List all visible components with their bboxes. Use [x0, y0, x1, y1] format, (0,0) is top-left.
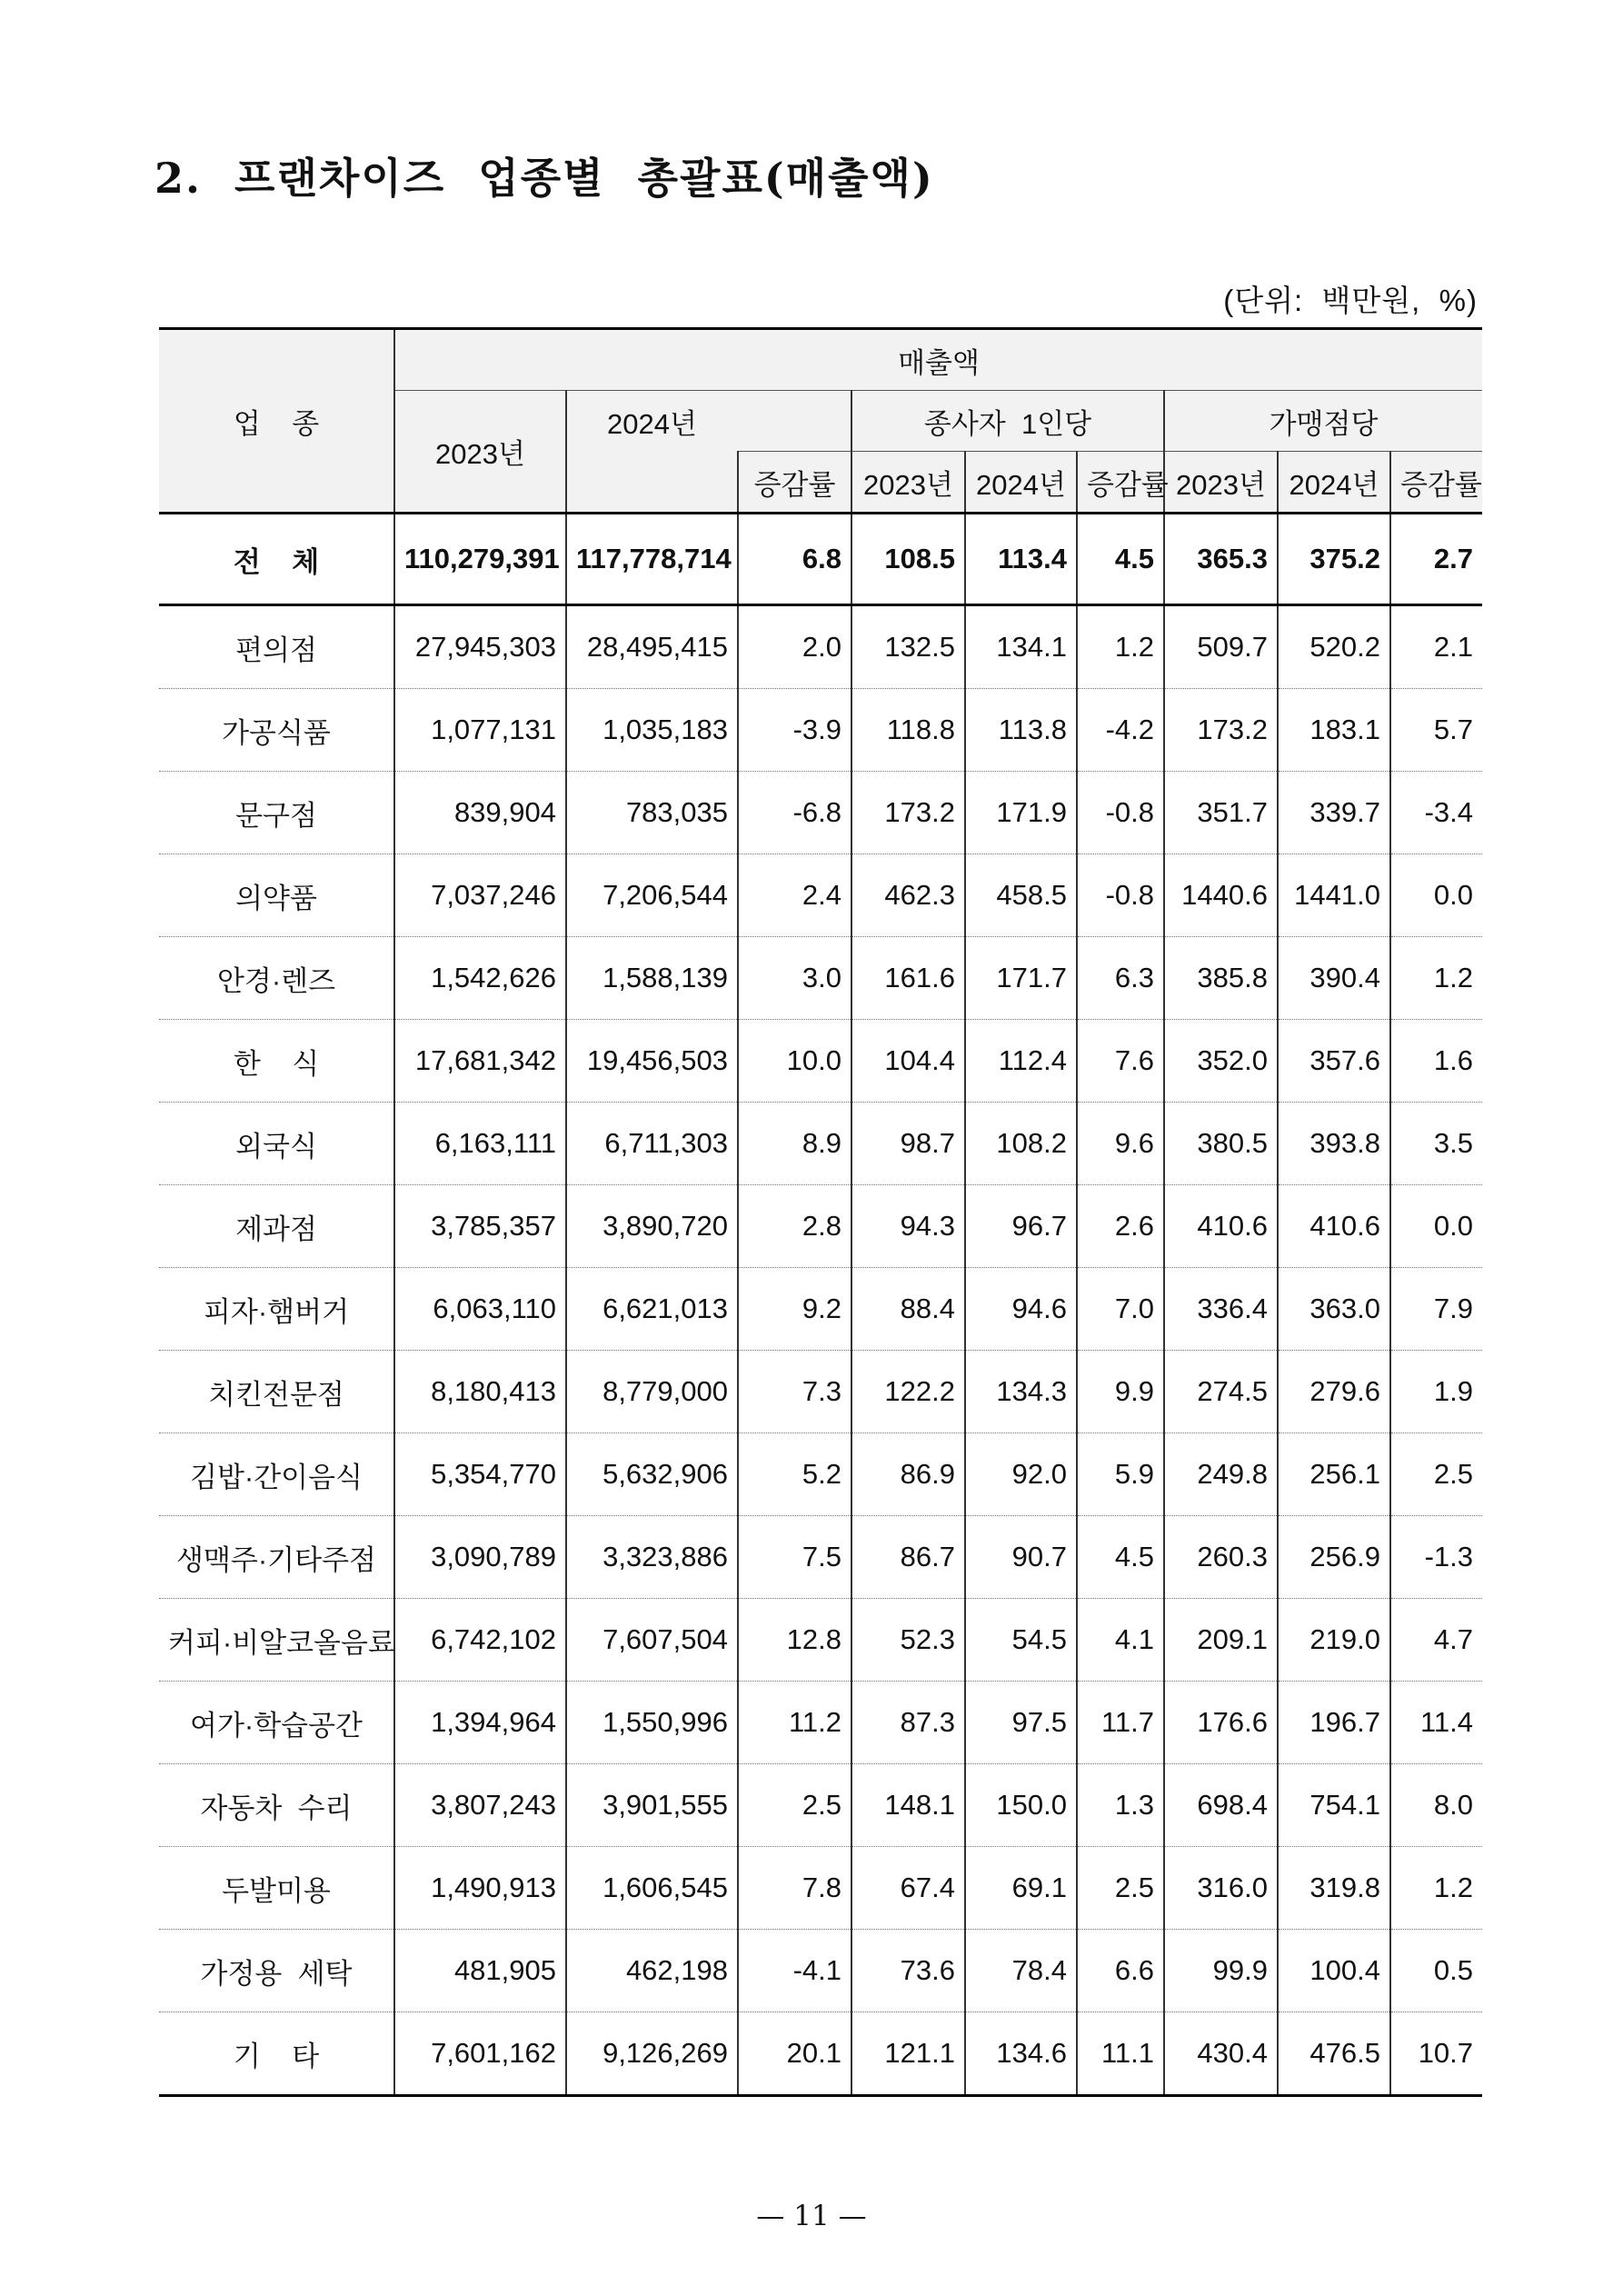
- cell: 2.7: [1390, 514, 1482, 605]
- cell: 2.0: [738, 605, 851, 689]
- cell: 3.5: [1390, 1103, 1482, 1185]
- cell: 7,206,544: [566, 854, 738, 937]
- cell: 2.5: [1077, 1847, 1164, 1930]
- cell: 176.6: [1164, 1682, 1278, 1764]
- cell: 9.9: [1077, 1351, 1164, 1433]
- cell: 113.8: [965, 689, 1077, 772]
- cell: 11.7: [1077, 1682, 1164, 1764]
- cell: 122.2: [851, 1351, 965, 1433]
- cell: 108.5: [851, 514, 965, 605]
- row-label: 피자·햄버거: [159, 1268, 394, 1351]
- header-blank: [738, 391, 851, 452]
- cell: 219.0: [1278, 1599, 1390, 1682]
- cell: 7.5: [738, 1516, 851, 1599]
- row-label: 김밥·간이음식: [159, 1433, 394, 1516]
- cell: 357.6: [1278, 1020, 1390, 1103]
- cell: 352.0: [1164, 1020, 1278, 1103]
- cell: 1.6: [1390, 1020, 1482, 1103]
- cell: 256.1: [1278, 1433, 1390, 1516]
- cell: 4.5: [1077, 1516, 1164, 1599]
- row-label: 커피·비알코올음료: [159, 1599, 394, 1682]
- cell: 1,588,139: [566, 937, 738, 1020]
- cell: 196.7: [1278, 1682, 1390, 1764]
- cell: 336.4: [1164, 1268, 1278, 1351]
- header-emp-2024: 2024년: [965, 452, 1077, 514]
- cell: 375.2: [1278, 514, 1390, 605]
- cell: 134.1: [965, 605, 1077, 689]
- cell: 92.0: [965, 1433, 1077, 1516]
- header-2024: 2024년: [566, 391, 738, 452]
- cell: 90.7: [965, 1516, 1077, 1599]
- row-label: 가정용 세탁: [159, 1930, 394, 2012]
- cell: 7,607,504: [566, 1599, 738, 1682]
- cell: 7.6: [1077, 1020, 1164, 1103]
- header-per-employee: 종사자 1인당: [851, 391, 1164, 452]
- table-row: [159, 1351, 1482, 1433]
- row-label: 여가·학습공간: [159, 1682, 394, 1764]
- cell: 2.4: [738, 854, 851, 937]
- cell: 1,550,996: [566, 1682, 738, 1764]
- cell: 2.5: [1390, 1433, 1482, 1516]
- cell: 4.5: [1077, 514, 1164, 605]
- cell: 458.5: [965, 854, 1077, 937]
- cell: 6.3: [1077, 937, 1164, 1020]
- cell: 430.4: [1164, 2012, 1278, 2096]
- page-number: — 11 —: [756, 2200, 867, 2232]
- cell: 8.9: [738, 1103, 851, 1185]
- cell: 52.3: [851, 1599, 965, 1682]
- cell: 19,456,503: [566, 1020, 738, 1103]
- header-emp-change: 증감률: [1077, 452, 1164, 514]
- cell: 385.8: [1164, 937, 1278, 1020]
- cell: 476.5: [1278, 2012, 1390, 2096]
- cell: 1,035,183: [566, 689, 738, 772]
- cell: -3.4: [1390, 772, 1482, 854]
- cell: 0.0: [1390, 854, 1482, 937]
- row-label: 한 식: [159, 1020, 394, 1103]
- cell: 2.6: [1077, 1185, 1164, 1268]
- total-label: 전 체: [159, 514, 394, 605]
- cell: 87.3: [851, 1682, 965, 1764]
- cell: 5.9: [1077, 1433, 1164, 1516]
- cell: 104.4: [851, 1020, 965, 1103]
- cell: 1,606,545: [566, 1847, 738, 1930]
- cell: 117,778,714: [566, 514, 738, 605]
- table-row: [159, 1930, 1482, 2012]
- cell: 161.6: [851, 937, 965, 1020]
- cell: 12.8: [738, 1599, 851, 1682]
- cell: 112.4: [965, 1020, 1077, 1103]
- cell: 132.5: [851, 605, 965, 689]
- cell: 6,621,013: [566, 1268, 738, 1351]
- unit-note: (단위: 백만원, %): [1223, 284, 1478, 317]
- table-row: [159, 605, 1482, 689]
- cell: 3,090,789: [394, 1516, 566, 1599]
- row-label: 자동차 수리: [159, 1764, 394, 1847]
- cell: 839,904: [394, 772, 566, 854]
- table-row: [159, 1516, 1482, 1599]
- cell: 6.6: [1077, 1930, 1164, 2012]
- row-label: 제과점: [159, 1185, 394, 1268]
- cell: 0.0: [1390, 1185, 1482, 1268]
- cell: 5,632,906: [566, 1433, 738, 1516]
- table-row: [159, 772, 1482, 854]
- cell: 7,037,246: [394, 854, 566, 937]
- cell: 86.9: [851, 1433, 965, 1516]
- table-row: [159, 1433, 1482, 1516]
- row-label: 의약품: [159, 854, 394, 937]
- cell: 173.2: [851, 772, 965, 854]
- table-row: [159, 1103, 1482, 1185]
- table-row: [159, 854, 1482, 937]
- cell: 462.3: [851, 854, 965, 937]
- cell: 4.1: [1077, 1599, 1164, 1682]
- sales-summary-table: [159, 327, 1482, 2097]
- cell: 121.1: [851, 2012, 965, 2096]
- header-sales: 매출액: [394, 329, 1482, 391]
- row-label: 안경·렌즈: [159, 937, 394, 1020]
- cell: 1.2: [1077, 605, 1164, 689]
- cell: 110,279,391: [394, 514, 566, 605]
- cell: 148.1: [851, 1764, 965, 1847]
- cell: 94.3: [851, 1185, 965, 1268]
- cell: 73.6: [851, 1930, 965, 2012]
- cell: 7.8: [738, 1847, 851, 1930]
- header-store-change: 증감률: [1390, 452, 1482, 514]
- cell: 1.2: [1390, 937, 1482, 1020]
- cell: 1,490,913: [394, 1847, 566, 1930]
- cell: 108.2: [965, 1103, 1077, 1185]
- cell: 9.6: [1077, 1103, 1164, 1185]
- header-spacer: [566, 452, 738, 514]
- cell: -6.8: [738, 772, 851, 854]
- header-category: 업 종: [159, 329, 394, 514]
- cell: 783,035: [566, 772, 738, 854]
- header-emp-2023: 2023년: [851, 452, 965, 514]
- cell: 316.0: [1164, 1847, 1278, 1930]
- table-row: [159, 1268, 1482, 1351]
- cell: 754.1: [1278, 1764, 1390, 1847]
- cell: 363.0: [1278, 1268, 1390, 1351]
- cell: 3,807,243: [394, 1764, 566, 1847]
- cell: 1,542,626: [394, 937, 566, 1020]
- cell: 134.6: [965, 2012, 1077, 2096]
- cell: 319.8: [1278, 1847, 1390, 1930]
- cell: 3,785,357: [394, 1185, 566, 1268]
- row-label: 외국식: [159, 1103, 394, 1185]
- cell: 98.7: [851, 1103, 965, 1185]
- cell: 20.1: [738, 2012, 851, 2096]
- row-label: 가공식품: [159, 689, 394, 772]
- cell: 17,681,342: [394, 1020, 566, 1103]
- cell: 99.9: [1164, 1930, 1278, 2012]
- cell: 7.3: [738, 1351, 851, 1433]
- cell: 520.2: [1278, 605, 1390, 689]
- cell: 8,180,413: [394, 1351, 566, 1433]
- cell: 1,077,131: [394, 689, 566, 772]
- cell: 380.5: [1164, 1103, 1278, 1185]
- cell: 393.8: [1278, 1103, 1390, 1185]
- header-2023: 2023년: [394, 391, 566, 514]
- cell: 2.5: [738, 1764, 851, 1847]
- cell: 7.0: [1077, 1268, 1164, 1351]
- cell: 86.7: [851, 1516, 965, 1599]
- cell: 6,163,111: [394, 1103, 566, 1185]
- cell: 1440.6: [1164, 854, 1278, 937]
- cell: 209.1: [1164, 1599, 1278, 1682]
- table-row: [159, 1764, 1482, 1847]
- cell: 1,394,964: [394, 1682, 566, 1764]
- cell: 339.7: [1278, 772, 1390, 854]
- table-row: [159, 937, 1482, 1020]
- cell: 698.4: [1164, 1764, 1278, 1847]
- cell: 134.3: [965, 1351, 1077, 1433]
- cell: 3.0: [738, 937, 851, 1020]
- row-label: 편의점: [159, 605, 394, 689]
- row-label: 두발미용: [159, 1847, 394, 1930]
- row-label: 치킨전문점: [159, 1351, 394, 1433]
- cell: 260.3: [1164, 1516, 1278, 1599]
- cell: 67.4: [851, 1847, 965, 1930]
- cell: 1.9: [1390, 1351, 1482, 1433]
- table-row: [159, 1020, 1482, 1103]
- cell: 78.4: [965, 1930, 1077, 2012]
- cell: 0.5: [1390, 1930, 1482, 2012]
- cell: -1.3: [1390, 1516, 1482, 1599]
- cell: 10.0: [738, 1020, 851, 1103]
- table-row: [159, 2012, 1482, 2096]
- total-row: [159, 514, 1482, 605]
- cell: -4.2: [1077, 689, 1164, 772]
- cell: 171.9: [965, 772, 1077, 854]
- cell: 1.2: [1390, 1847, 1482, 1930]
- cell: 2.1: [1390, 605, 1482, 689]
- cell: 150.0: [965, 1764, 1077, 1847]
- cell: 351.7: [1164, 772, 1278, 854]
- cell: 390.4: [1278, 937, 1390, 1020]
- cell: 410.6: [1278, 1185, 1390, 1268]
- table-row: [159, 1847, 1482, 1930]
- cell: 1.3: [1077, 1764, 1164, 1847]
- row-label: 생맥주·기타주점: [159, 1516, 394, 1599]
- cell: 88.4: [851, 1268, 965, 1351]
- cell: 9.2: [738, 1268, 851, 1351]
- cell: 2.8: [738, 1185, 851, 1268]
- cell: 183.1: [1278, 689, 1390, 772]
- cell: 256.9: [1278, 1516, 1390, 1599]
- row-label: 문구점: [159, 772, 394, 854]
- cell: 100.4: [1278, 1930, 1390, 2012]
- cell: 509.7: [1164, 605, 1278, 689]
- cell: 3,890,720: [566, 1185, 738, 1268]
- table-row: [159, 1185, 1482, 1268]
- cell: 118.8: [851, 689, 965, 772]
- cell: 3,901,555: [566, 1764, 738, 1847]
- cell: 365.3: [1164, 514, 1278, 605]
- cell: 54.5: [965, 1599, 1077, 1682]
- cell: 1441.0: [1278, 854, 1390, 937]
- table-row: [159, 689, 1482, 772]
- cell: 279.6: [1278, 1351, 1390, 1433]
- cell: 69.1: [965, 1847, 1077, 1930]
- cell: -3.9: [738, 689, 851, 772]
- cell: 410.6: [1164, 1185, 1278, 1268]
- cell: 27,945,303: [394, 605, 566, 689]
- cell: 97.5: [965, 1682, 1077, 1764]
- cell: 7,601,162: [394, 2012, 566, 2096]
- cell: 10.7: [1390, 2012, 1482, 2096]
- cell: 171.7: [965, 937, 1077, 1020]
- cell: 3,323,886: [566, 1516, 738, 1599]
- cell: 5,354,770: [394, 1433, 566, 1516]
- header-store-2023: 2023년: [1164, 452, 1278, 514]
- cell: 6,063,110: [394, 1268, 566, 1351]
- header-per-store: 가맹점당: [1164, 391, 1482, 452]
- cell: 28,495,415: [566, 605, 738, 689]
- cell: 6.8: [738, 514, 851, 605]
- cell: 9,126,269: [566, 2012, 738, 2096]
- cell: -4.1: [738, 1930, 851, 2012]
- cell: 8,779,000: [566, 1351, 738, 1433]
- cell: -0.8: [1077, 854, 1164, 937]
- cell: 96.7: [965, 1185, 1077, 1268]
- cell: 8.0: [1390, 1764, 1482, 1847]
- cell: 481,905: [394, 1930, 566, 2012]
- cell: 173.2: [1164, 689, 1278, 772]
- header-change: 증감률: [738, 452, 851, 514]
- cell: 462,198: [566, 1930, 738, 2012]
- cell: 5.2: [738, 1433, 851, 1516]
- cell: 249.8: [1164, 1433, 1278, 1516]
- table-row: [159, 1682, 1482, 1764]
- cell: 4.7: [1390, 1599, 1482, 1682]
- cell: 7.9: [1390, 1268, 1482, 1351]
- cell: -0.8: [1077, 772, 1164, 854]
- cell: 94.6: [965, 1268, 1077, 1351]
- cell: 5.7: [1390, 689, 1482, 772]
- table-row: [159, 1599, 1482, 1682]
- cell: 274.5: [1164, 1351, 1278, 1433]
- cell: 113.4: [965, 514, 1077, 605]
- cell: 11.4: [1390, 1682, 1482, 1764]
- page-title: 2. 프랜차이즈 업종별 총괄표(매출액): [154, 154, 934, 203]
- header-store-2024: 2024년: [1278, 452, 1390, 514]
- row-label: 기 타: [159, 2012, 394, 2096]
- cell: 11.1: [1077, 2012, 1164, 2096]
- cell: 11.2: [738, 1682, 851, 1764]
- cell: 6,742,102: [394, 1599, 566, 1682]
- cell: 6,711,303: [566, 1103, 738, 1185]
